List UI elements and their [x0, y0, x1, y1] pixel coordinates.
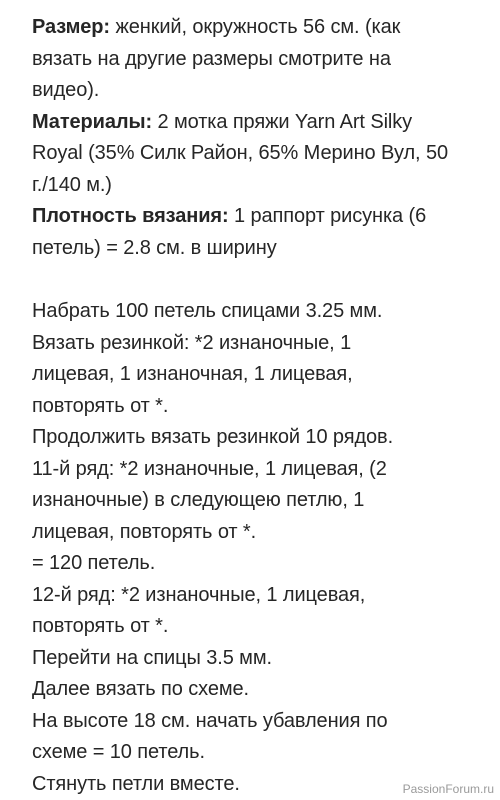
- instruction-line: = 120 петель.: [32, 552, 156, 574]
- size-label: Размер:: [32, 16, 110, 38]
- size-line: вязать на другие размеры смотрите на: [32, 47, 391, 70]
- materials-line: [32, 107, 492, 139]
- instruction-line: Набрать 100 петель спицами 3.25 мм.: [32, 300, 383, 322]
- gauge-line: петель) = 2.8 см. в ширину: [32, 236, 277, 259]
- gauge-paragraph: [32, 201, 492, 264]
- instructions-paragraph: [32, 296, 492, 800]
- size-line: [32, 12, 492, 44]
- instruction-line: 11-й ряд: *2 изнаночные, 1 лицевая, (2: [32, 457, 387, 480]
- instruction-line: схеме = 10 петель.: [32, 741, 205, 763]
- size-paragraph: [32, 12, 492, 107]
- instruction-line: На высоте 18 см. начать убавления по: [32, 709, 388, 732]
- instruction-line: 12-й ряд: *2 изнаночные, 1 лицевая,: [32, 583, 366, 606]
- gauge-text: 1 раппорт рисунка (6: [228, 205, 427, 227]
- instruction-line: Продолжить вязать резинкой 10 рядов.: [32, 426, 394, 448]
- materials-line: Royal (35% Силк Район, 65% Мерино Вул, 50: [32, 142, 448, 164]
- materials-paragraph: [32, 107, 492, 202]
- site-watermark: PassionForum.ru: [402, 782, 494, 796]
- paragraph-gap: [32, 264, 492, 296]
- gauge-line: [32, 201, 492, 233]
- instruction-line: повторять от *.: [32, 615, 169, 637]
- instruction-line: Вязать резинкой: *2 изнаночные, 1: [32, 331, 352, 354]
- size-line: видео).: [32, 79, 100, 101]
- instruction-line: лицевая, 1 изнаночная, 1 лицевая,: [32, 363, 353, 385]
- instruction-line: Стянуть петли вместе.: [32, 772, 240, 795]
- instruction-line: повторять от *.: [32, 394, 169, 417]
- pattern-document: [32, 12, 492, 800]
- instruction-line: Далее вязать по схеме.: [32, 678, 249, 700]
- instruction-line: лицевая, повторять от *.: [32, 520, 257, 543]
- materials-text: 2 мотка пряжи Yarn Art Silky: [152, 110, 413, 133]
- instruction-line: Перейти на спицы 3.5 мм.: [32, 646, 272, 669]
- materials-line: г./140 м.): [32, 173, 112, 196]
- instruction-line: изнаночные) в следующею петлю, 1: [32, 489, 365, 511]
- materials-label: Материалы:: [32, 110, 153, 133]
- size-text: женкий, окружность 56 см. (как: [109, 16, 401, 38]
- gauge-label: Плотность вязания:: [32, 205, 229, 227]
